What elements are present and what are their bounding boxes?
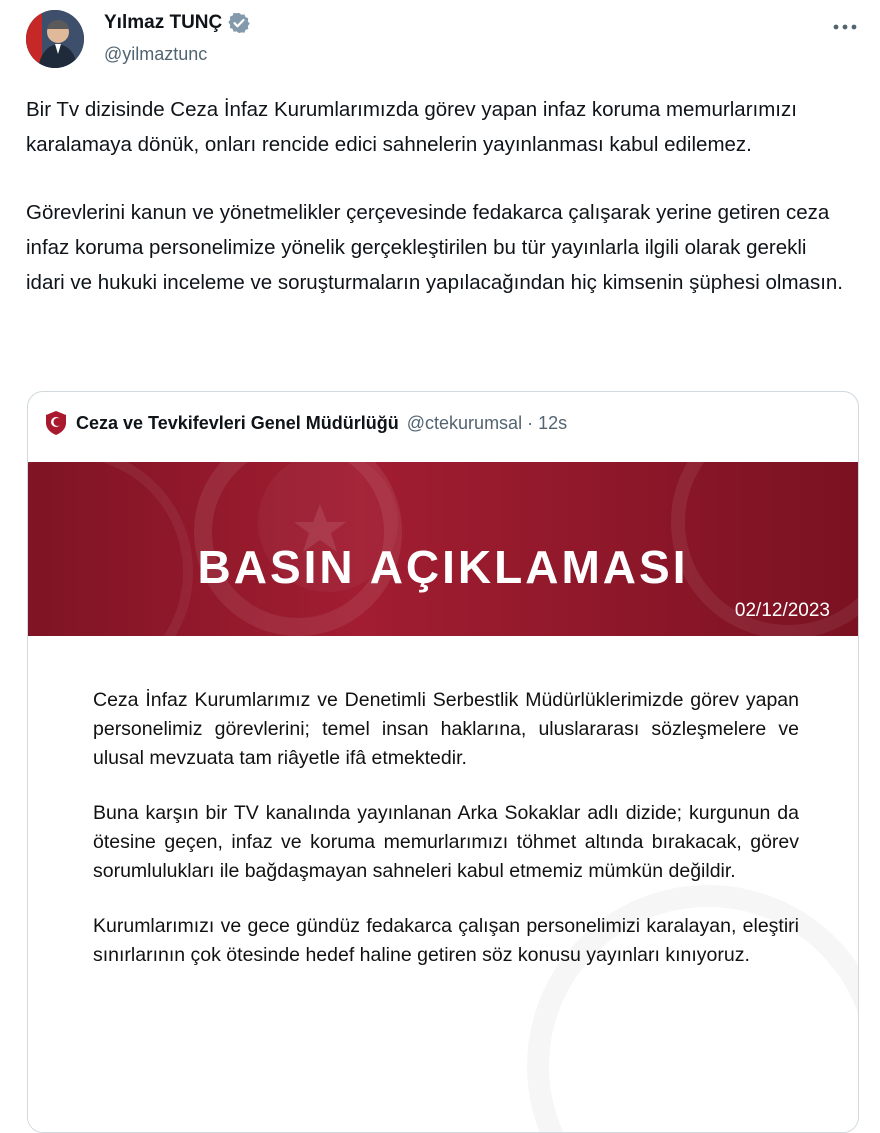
institution-logo-icon bbox=[44, 410, 68, 436]
more-options-icon[interactable] bbox=[832, 10, 858, 38]
quoted-tweet-header bbox=[44, 410, 567, 436]
press-release-paragraph-2: Buna karşın bir TV kanalında yayınlanan Arka Sokaklar adlı dizide; kurgunun da ötesine geçen, infaz ve koruma memurlarımızı töhmet altında bırakacak, görev sorumlulukları ile bağdaşmayan sahneleri kabul etmemiz mümkün değildir. bbox=[93, 802, 799, 882]
press-release-title: BASIN AÇIKLAMASI bbox=[197, 541, 689, 593]
press-release-paragraph-1: Ceza İnfaz Kurumlarımız ve Denetimli Serbestlik Müdürlüklerimizde görev yapan personelimiz görevlerini; temel insan haklarına, uluslararası sözleşmelere ve ulusal mevzuata tam riâyetle ifâ etmektedir. bbox=[93, 689, 799, 769]
tweet-paragraph-1: Bir Tv dizisinde Ceza İnfaz Kurumlarımızda görev yapan infaz koruma memurlarımızı karalamaya dönük, onları rencide edici sahnelerin yayınlanması kabul edilemez. bbox=[26, 98, 797, 156]
quoted-account-name[interactable]: Ceza ve Tevkifevleri Genel Müdürlüğü bbox=[76, 412, 399, 433]
press-release-paragraph-3: Kurumlarımızı ve gece gündüz fedakarca çalışan personelimizi karalayan, eleştiri sınırlarının çok ötesinde hedef haline getiren söz konusu yayınları kınıyoruz. bbox=[93, 915, 799, 966]
avatar-image bbox=[26, 10, 84, 68]
quoted-handle-time[interactable]: @ctekurumsal · 12s bbox=[406, 412, 568, 433]
avatar[interactable] bbox=[26, 10, 84, 68]
press-release-date: 02/12/2023 bbox=[734, 600, 830, 621]
press-release-banner bbox=[28, 462, 858, 636]
author-name[interactable]: Yılmaz TUNÇ bbox=[104, 12, 223, 33]
press-release-document bbox=[28, 636, 858, 1132]
press-release-text bbox=[93, 686, 799, 996]
tweet-text bbox=[26, 92, 846, 333]
press-release-image[interactable] bbox=[28, 462, 858, 1132]
author-handle[interactable]: @yilmaztunc bbox=[104, 44, 208, 64]
verified-badge-icon bbox=[228, 12, 250, 34]
author-name-row[interactable] bbox=[104, 12, 250, 34]
tweet-paragraph-2: Görevlerini kanun ve yönetmelikler çerçevesinde fedakarca çalışarak yerine getiren ceza infaz koruma personelimize yönelik gerçekleştirilen bu tür yayınlarla ilgili olarak gerekli idari ve hukuki inceleme ve soruşturmaların yapılacağından hiç kimsenin şüphesi olmasın. bbox=[26, 201, 843, 294]
quoted-tweet[interactable] bbox=[27, 391, 859, 1133]
